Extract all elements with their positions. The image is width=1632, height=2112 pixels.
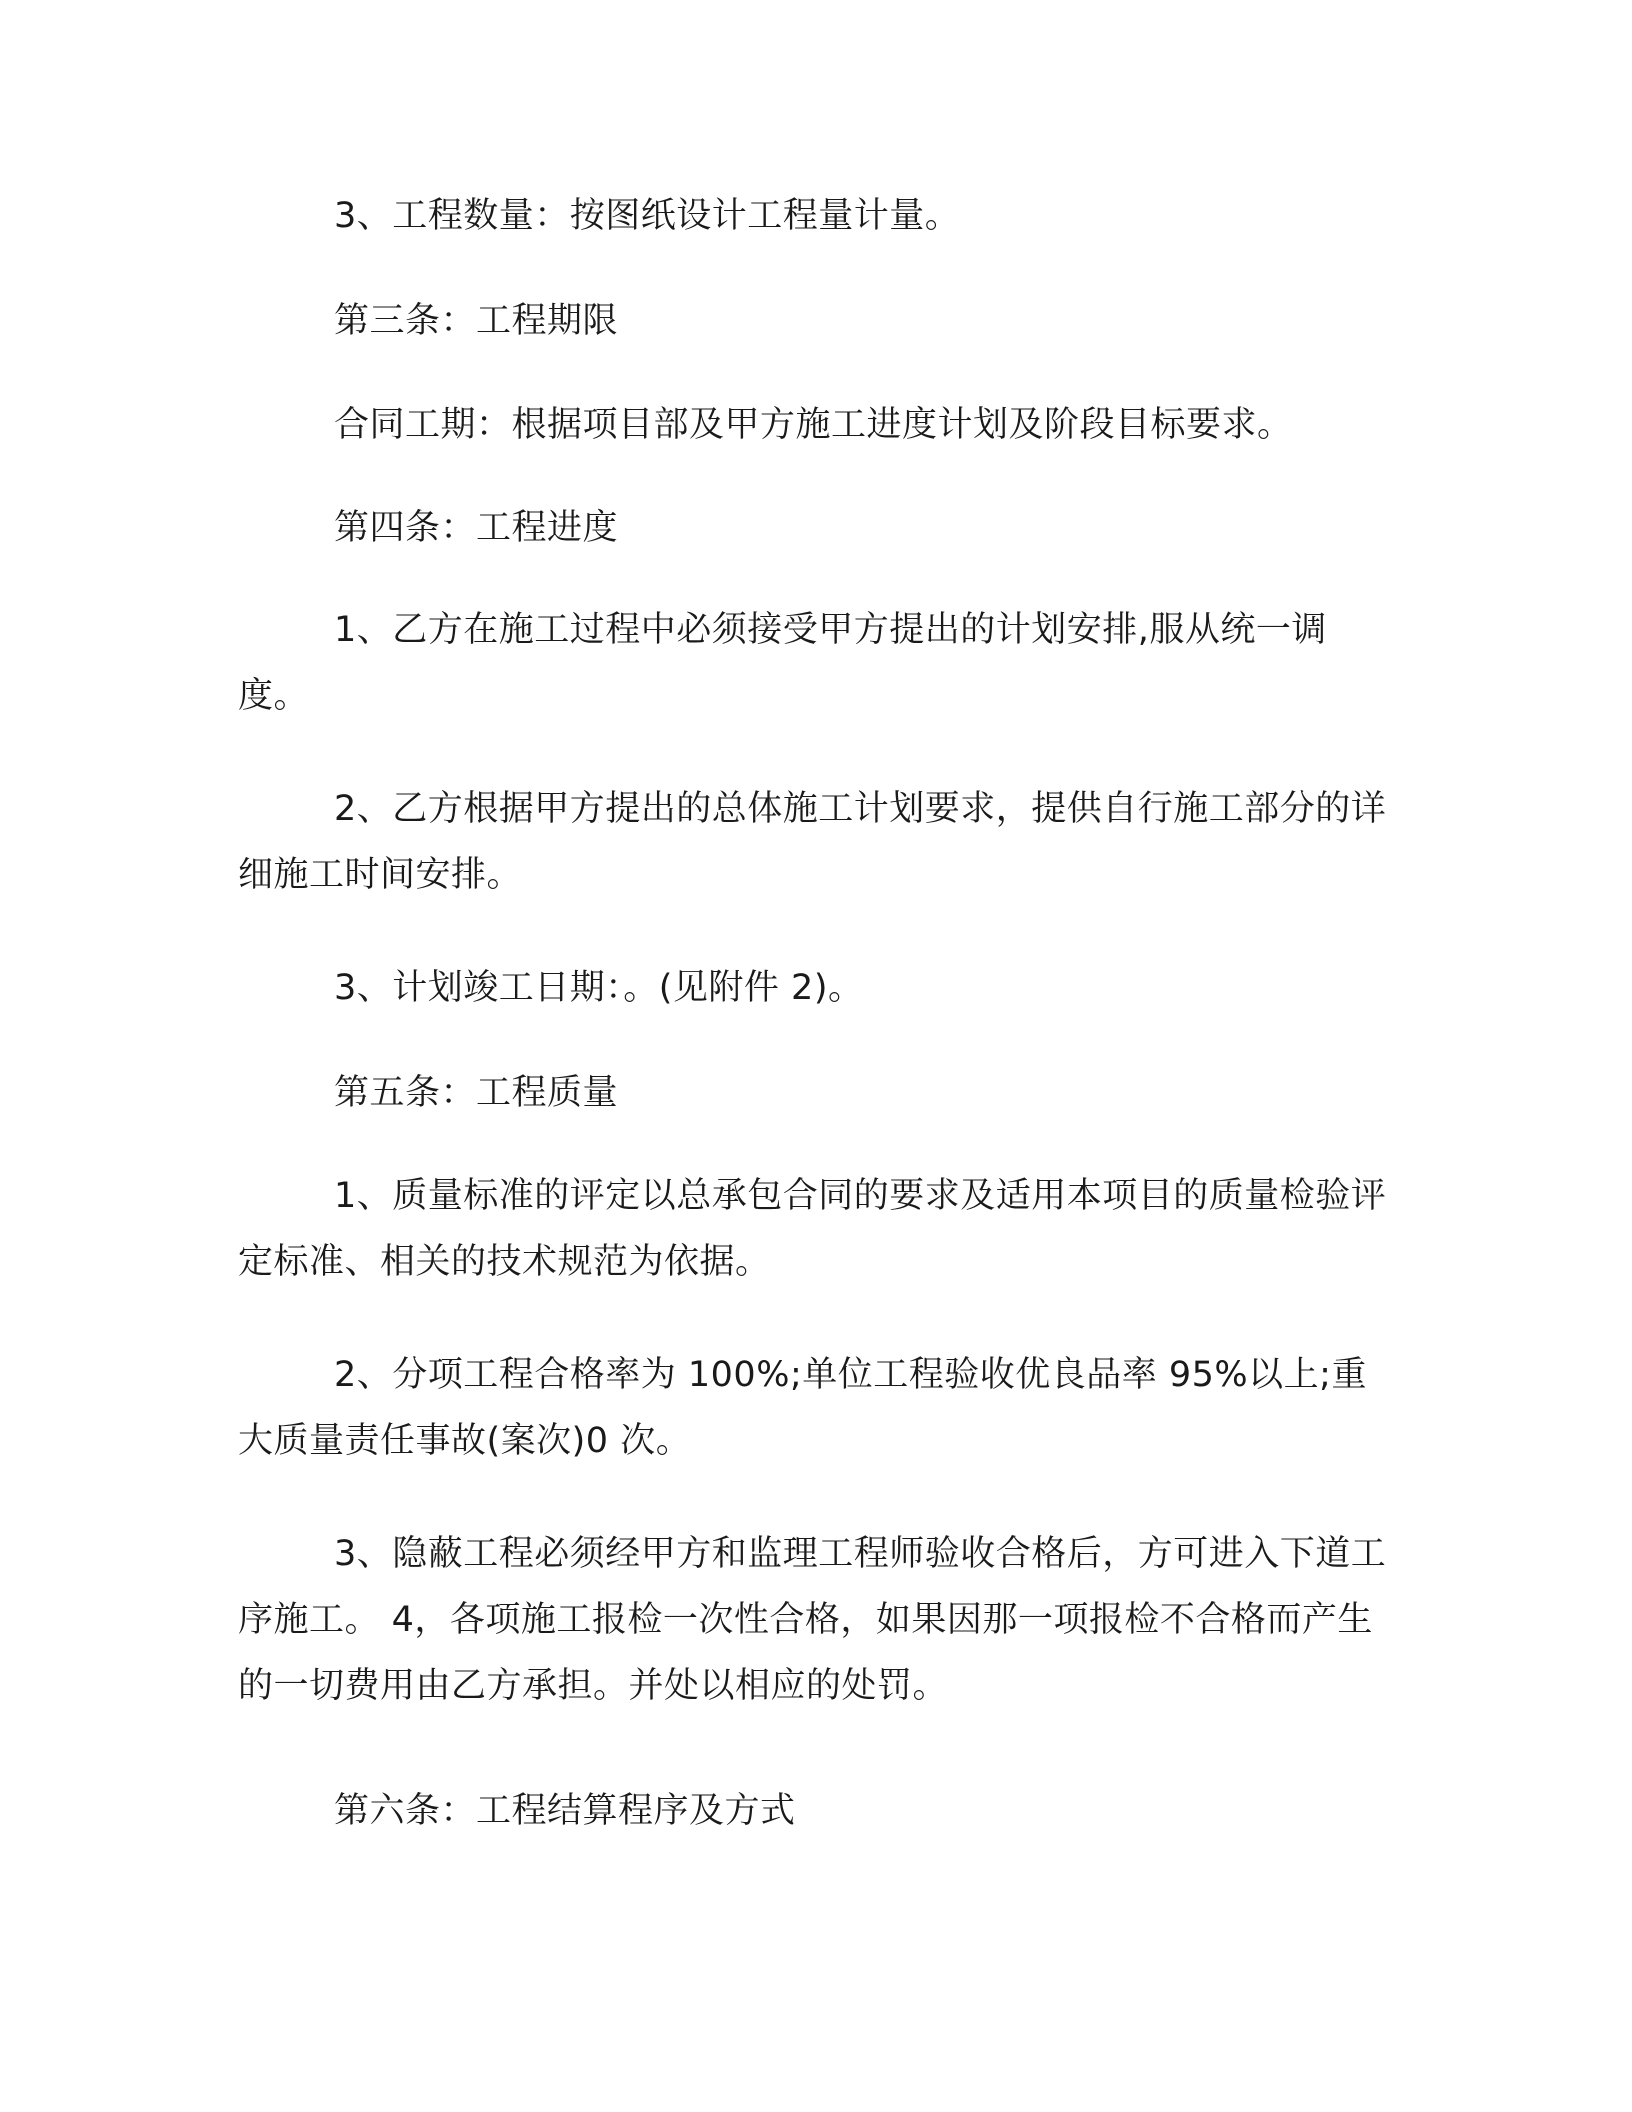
paragraph-contract-period: 合同工期：根据项目部及甲方施工进度计划及阶段目标要求。 — [334, 405, 1293, 445]
paragraph-quality-item-1: 1、质量标准的评定以总承包合同的要求及适用本项目的质量检验评定标准、相关的技术规范为依据。 — [238, 1176, 1387, 1282]
heading-article-five: 第五条：工程质量 — [334, 1073, 619, 1113]
paragraph-progress-item-2: 2、乙方根据甲方提出的总体施工计划要求，提供自行施工部分的详细施工时间安排。 — [238, 789, 1387, 895]
paragraph-engineering-quantity: 3、工程数量：按图纸设计工程量计量。 — [334, 196, 961, 236]
heading-article-six: 第六条：工程结算程序及方式 — [334, 1791, 796, 1831]
heading-article-four: 第四条：工程进度 — [334, 508, 619, 548]
paragraph-quality-item-2: 2、分项工程合格率为 100%;单位工程验收优良品率 95%以上;重大质量责任事故(案次)0 次。 — [238, 1355, 1367, 1461]
paragraph-completion-date: 3、计划竣工日期：。(见附件 2)。 — [334, 968, 864, 1008]
paragraph-quality-item-3: 3、隐蔽工程必须经甲方和监理工程师验收合格后，方可进入下道工序施工。 4，各项施工报检一次性合格，如果因那一项报检不合格而产生的一切费用由乙方承担。并处以相应的处罚。 — [238, 1534, 1387, 1706]
heading-article-three: 第三条：工程期限 — [334, 301, 619, 341]
paragraph-progress-item-1: 1、乙方在施工过程中必须接受甲方提出的计划安排,服从统一调度。 — [238, 610, 1327, 716]
